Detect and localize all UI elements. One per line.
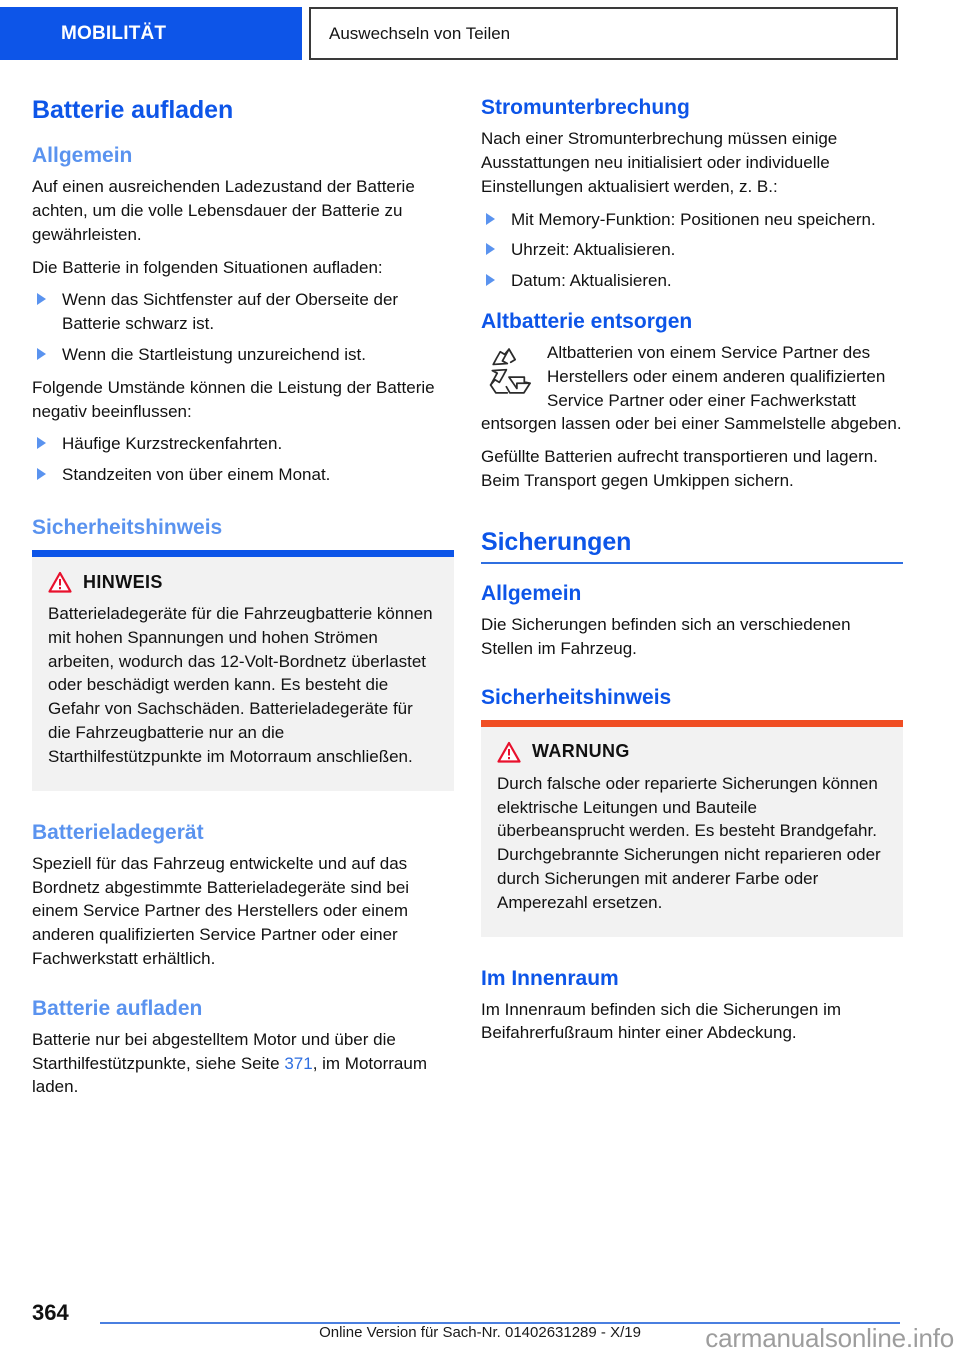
paragraph-im-innenraum: Im Innenraum befinden sich die Sicherungen im Beifahrerfußraum hinter einer Abdeckung. [481, 999, 842, 1043]
bullet-list-aufladen-situationen [32, 288, 454, 366]
list-item-label: Wenn das Sichtfenster auf der Oberseite der Batterie schwarz ist. [62, 290, 399, 334]
heading-sicherheitshinweis-left: Sicherheitshinweis [32, 515, 223, 539]
list-item [481, 238, 903, 262]
triangle-bullet-icon [37, 293, 46, 305]
page-reference-link[interactable]: 371 [284, 1053, 313, 1073]
list-item-label: Standzeiten von über einem Monat. [62, 465, 331, 485]
list-item-label: Wenn die Startleistung unzureichend ist. [62, 344, 366, 364]
text-before-pageref: Batterie nur bei abgestelltem Motor und über die Starthilfestützpunkte, siehe Seite [32, 1029, 396, 1073]
triangle-bullet-icon [486, 274, 495, 286]
triangle-bullet-icon [37, 348, 46, 360]
list-item [481, 208, 903, 232]
notice-title-row [497, 741, 887, 763]
paragraph-stromunterbrechung: Nach einer Stromunterbrechung müssen einige Ausstattungen neu initialisiert oder individuelle Einstellungen aktualisiert werden, z. B.: [481, 129, 838, 196]
header-chapter-tab: MOBILITÄT [0, 7, 302, 60]
paragraph-altbatterie-2: Gefüllte Batterien aufrecht transportieren und lagern. Beim Transport gegen Umkippen sichern. [481, 447, 878, 491]
notice-box-warnung [481, 720, 903, 937]
list-item-label: Uhrzeit: Aktualisieren. [511, 240, 676, 260]
warning-triangle-icon [48, 571, 72, 593]
heading-batterieladegeraet: Batterieladegerät [32, 820, 204, 844]
warning-triangle-icon [497, 741, 521, 763]
bullet-list-stromunterbrechung [481, 208, 903, 293]
heading-stromunterbrechung: Stromunterbrechung [481, 96, 690, 119]
heading-altbatterie-entsorgen: Altbatterie entsorgen [481, 309, 693, 333]
recycle-icon [481, 343, 537, 399]
bullet-list-negative-einfluesse [32, 432, 454, 487]
paragraph-sicherungen-allgemein: Die Sicherungen befinden sich an verschiedenen Stellen im Fahrzeug. [481, 614, 851, 658]
notice-label: HINWEIS [83, 571, 163, 592]
header-section-tab: Auswechseln von Teilen [309, 7, 898, 60]
watermark-text: carmanualsonline.info [705, 1323, 954, 1353]
list-item-label: Häufige Kurzstreckenfahrten. [62, 434, 283, 454]
notice-label: WARNUNG [532, 741, 630, 762]
list-item-label: Mit Memory-Funktion: Positionen neu speichern. [511, 209, 876, 229]
list-item [32, 432, 454, 456]
triangle-bullet-icon [37, 468, 46, 480]
page-footer [0, 1278, 960, 1362]
paragraph-batterieladegeraet: Speziell für das Fahrzeug entwickelte und auf das Bordnetz abgestimmte Batterieladegeräte sind bei einem Service Partner des Herstellers oder einem anderen qualifizierten Service Partner oder einer Fachwerkstatt erhältlich. [32, 853, 410, 968]
list-item [32, 343, 454, 367]
page-title: Batterie aufladen [32, 96, 234, 124]
notice-body-text: Batterieladegeräte für die Fahrzeugbatterie können mit hohen Spannungen und hohen Strömen arbeiten, wodurch das 12-Volt-Bordnetz überlastet oder beschädigt werden kann. Es besteht die Gefahr von Sachschäden. Batterieladegeräte für die Fahrzeugbatterie nur an die Starthilfestützpunkte im Motorraum anschließen. [48, 604, 433, 766]
footer-note: Online Version für Sach-Nr. 01402631289 - X/19 [319, 1324, 641, 1341]
triangle-bullet-icon [37, 437, 46, 449]
heading-allgemein-left: Allgemein [32, 144, 133, 167]
triangle-bullet-icon [486, 243, 495, 255]
altbatterie-block [481, 341, 903, 445]
section-title-sicherungen: Sicherungen [481, 527, 632, 556]
notice-topbar [481, 720, 903, 727]
section-title-underline [481, 562, 903, 564]
list-item [32, 463, 454, 487]
heading-sicherheitshinweis-right: Sicherheitshinweis [481, 685, 672, 709]
notice-box-hinweis [32, 550, 454, 791]
paragraph-allgemein-2: Die Batterie in folgenden Situationen aufladen: [32, 257, 383, 277]
paragraph-allgemein-3: Folgende Umstände können die Leistung der Batterie negativ beeinflussen: [32, 377, 435, 421]
paragraph-allgemein-1: Auf einen ausreichenden Ladezustand der Batterie achten, um die volle Lebensdauer der Batterie zu gewährleisten. [32, 177, 415, 244]
left-column [32, 96, 454, 1108]
heading-allgemein-right: Allgemein [481, 581, 582, 605]
list-item [481, 269, 903, 293]
heading-batterie-aufladen-sub: Batterie aufladen [32, 996, 203, 1020]
notice-title-row [48, 571, 438, 593]
list-item-label: Datum: Aktualisieren. [511, 271, 672, 291]
page-header [0, 7, 960, 60]
paragraph-altbatterie-1: Altbatterien von einem Service Partner des Herstellers oder einem anderen qualifizierten Service Partner oder einer Fachwerkstatt entsorgen lassen oder bei einer Sammelstelle abgeben. [481, 343, 902, 434]
page-number: 364 [32, 1300, 69, 1325]
heading-im-innenraum: Im Innenraum [481, 966, 619, 990]
notice-topbar [32, 550, 454, 557]
notice-body-text: Durch falsche oder reparierte Sicherungen können elektrische Leitungen und Bauteile überbeansprucht werden. Es besteht Brandgefahr. Durchgebrannte Sicherungen nicht reparieren oder durch Sicherungen mit anderer Farbe oder Amperezahl ersetzen. [497, 773, 881, 912]
triangle-bullet-icon [486, 213, 495, 225]
paragraph-batterie-aufladen [32, 1028, 454, 1099]
text-after-pageref: , im Motorraum laden. [32, 1053, 427, 1097]
list-item [32, 288, 454, 336]
right-column [481, 96, 903, 1054]
